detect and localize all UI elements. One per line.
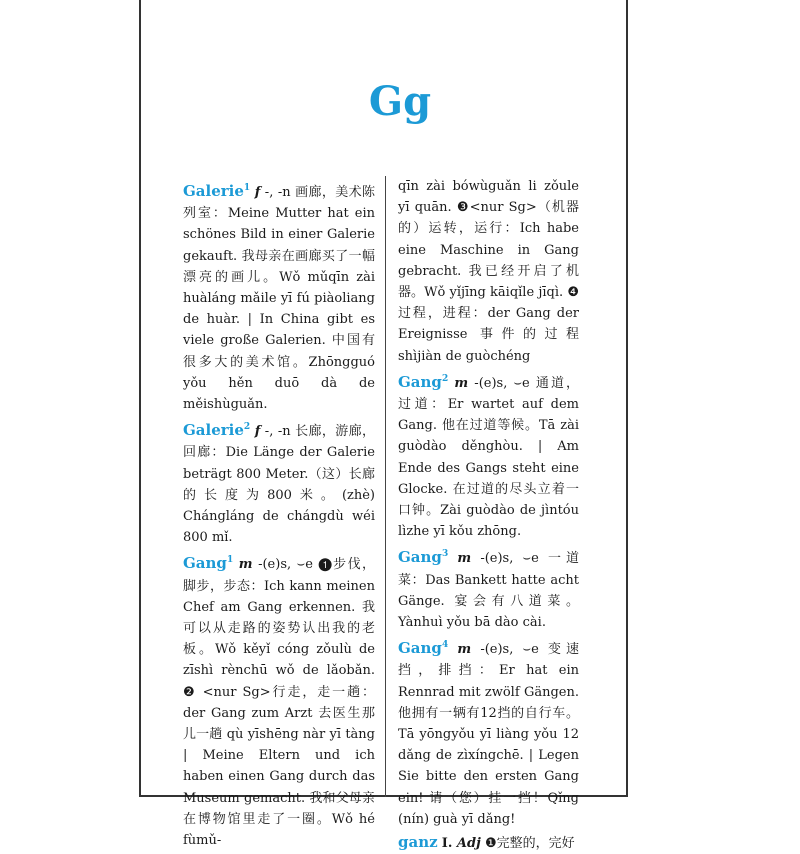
entry-ganz <box>398 832 579 854</box>
grammar-tag: f <box>254 424 261 440</box>
headword: Gang$^3$ <box>398 548 449 567</box>
entry-body: -(e)s, ⌣e ❶步伐，脚步，步态：Ich kann meinen Chef am Gang erkennen. 我可以从走路的姿势认出我的老板。Wǒ kěyǐ cóng zǒulù de zīshì rènchū wǒ de lǎobǎn. ❷ <nur Sg>行走，走一趟：der Gang zum Arzt 去医生那儿一趟 qù yīshēng nàr yī tàng | Meine Eltern und ich haben einen Gang durch das Museum gemacht. 我和父母亲在博物馆里走了一圈。Wǒ hé fùmǔ- <box>183 557 375 849</box>
grammar-tag: f <box>254 185 261 200</box>
entry-body: qīn zài bówùguǎn li zǒule yī quān. ❸<nur Sg>（机器的）运转，运行：Ich habe eine Maschine in Gang gebracht. 我已经开启了机器。Wǒ yǐjīng kāiqǐle jīqì. ❹过程，进程：der Gang der Ereignisse 事件的过程 shìjiàn de guòchéng <box>398 179 579 364</box>
entry-body: -, -n 画廊，美术陈列室：Meine Mutter hat ein schönes Bild in einer Galerie gekauft. 我母亲在画廊买了一幅漂亮的画儿。Wǒ mǔqīn zài huàláng mǎile yī fú piàoliang de huàr. | In China gibt es viele große Galerien. 中国有很多大的美术馆。Zhōngguó yǒu hěn duō dà de měishùguǎn. <box>183 185 375 413</box>
entry-gang-4 <box>398 635 579 830</box>
headword: Gang$^2$ <box>398 372 449 391</box>
entry-gang-1 <box>183 550 375 851</box>
entry-body: -(e)s, ⌣e 变速挡，排挡：Er hat ein Rennrad mit zwölf Gängen. 他拥有一辆有12挡的自行车。Tā yōngyǒu yī liàng yǒu 12 dǎng de zìxíngchē. | Legen Sie bitte den ersten Gang ein! 请（您）挂一挡！Qǐng (nín) guà yī dǎng! <box>398 642 579 827</box>
headword: Gang$^1$ <box>183 554 234 573</box>
headword: Galerie$^2$ <box>183 421 251 440</box>
left-column <box>183 178 375 851</box>
entry-galerie-2 <box>183 417 375 548</box>
grammar-tag: Adj <box>456 836 481 852</box>
grammar-tag: m <box>454 375 469 391</box>
entry-gang-1-continued <box>398 176 579 367</box>
entry-body: -(e)s, ⌣e 一道菜：Das Bankett hatte acht Gänge. 宴会有八道菜。Yànhuì yǒu bā dào cài. <box>398 551 579 631</box>
grammar-tag: m <box>457 551 472 567</box>
sense-roman-numeral: I. <box>441 836 457 852</box>
entry-body: ❶完整的，完好 <box>480 836 575 852</box>
headword: ganz <box>398 833 438 852</box>
grammar-tag: m <box>457 642 472 658</box>
grammar-tag: m <box>238 557 253 573</box>
section-letter-heading: Gg <box>368 78 432 125</box>
entry-gang-2 <box>398 369 579 543</box>
entry-galerie-1 <box>183 178 375 415</box>
entry-gang-3 <box>398 544 579 633</box>
right-column <box>398 176 579 854</box>
entry-body: -, -n 长廊，游廊，回廊：Die Länge der Galerie beträgt 800 Meter.（这）长廊的长度为800米。(zhè) Chángláng de chángdù wéi 800 mǐ. <box>183 424 375 546</box>
headword: Gang$^4$ <box>398 639 449 658</box>
entry-body: -(e)s, ⌣e 通道，过道：Er wartet auf dem Gang. 他在过道等候。Tā zài guòdào děnghòu. | Am Ende des Gangs steht eine Glocke. 在过道的尽头立着一口钟。Zài guòdào de jìntóu lìzhe yī kǒu zhōng. <box>398 375 579 540</box>
headword: Galerie$^1$ <box>183 182 251 200</box>
column-divider <box>385 176 386 797</box>
